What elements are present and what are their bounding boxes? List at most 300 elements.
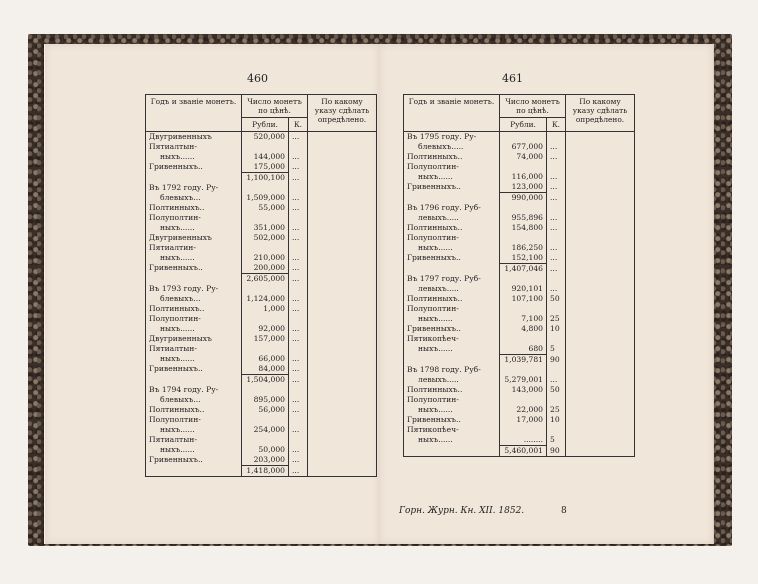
table-row [404,274,635,284]
cell-decree [308,425,377,435]
cell-decree [566,415,635,425]
cell-decree [566,435,635,446]
cell-kopecks: ... [289,324,308,334]
cell-decree [566,314,635,324]
cell-decree [308,294,377,304]
cell-decree [566,223,635,233]
cell-kopecks: 5 [547,435,566,446]
table-row [146,455,377,466]
cell-decree [566,385,635,395]
cell-name: Гривенныхъ.. [146,162,242,173]
cell-name: Въ 1794 году. Ру- [146,385,242,395]
cell-name: Полуполтин- [146,415,242,425]
cell-rubles: 157,000 [242,334,289,344]
cell-decree [566,355,635,366]
cell-decree [308,314,377,324]
cell-decree [308,375,377,386]
cell-name: Въ 1798 году. Руб- [404,365,500,375]
cell-rubles [242,213,289,223]
cell-name: Полуполтин- [404,162,500,172]
table-row [146,294,377,304]
cell-decree [308,324,377,334]
cell-name: Полуполтин- [146,213,242,223]
cell-rubles: 254,000 [242,425,289,435]
table-row [146,324,377,334]
cell-decree [566,172,635,182]
cell-decree [308,213,377,223]
cell-kopecks: ... [547,142,566,152]
table-row [404,193,635,204]
cell-name: Гривенныхъ.. [404,253,500,264]
table-row [404,264,635,275]
cell-rubles: 520,000 [242,132,289,143]
cell-name [146,173,242,184]
table-row [146,405,377,415]
cell-name: ныхъ...... [404,405,500,415]
cell-kopecks [547,395,566,405]
table-row [404,172,635,182]
cell-name: ныхъ...... [146,152,242,162]
cell-kopecks: 50 [547,385,566,395]
cell-name: Полуполтин- [404,233,500,243]
cell-decree [308,334,377,344]
table-row [146,193,377,203]
table-row [404,375,635,385]
cell-kopecks [289,344,308,354]
table-row [146,152,377,162]
cell-name: блевыхъ... [146,395,242,405]
table-row [146,304,377,314]
table-row [404,182,635,193]
cell-rubles: 680 [500,344,547,355]
table-row [404,365,635,375]
table-row [404,314,635,324]
cell-kopecks: ... [547,152,566,162]
cell-name [146,466,242,477]
cell-kopecks [547,304,566,314]
table-row [404,213,635,223]
cell-kopecks: ... [547,284,566,294]
table-row [146,445,377,455]
signature-mark: 8 [561,506,567,516]
cell-rubles: 56,000 [242,405,289,415]
cell-decree [308,344,377,354]
cell-rubles: 1,124,000 [242,294,289,304]
table-row [146,173,377,184]
table-row [404,334,635,344]
table-row [404,203,635,213]
table-row [404,132,635,143]
cell-kopecks: ... [289,334,308,344]
cell-name: Въ 1793 году. Ру- [146,284,242,294]
cell-name [404,193,500,204]
cell-name: ныхъ...... [404,314,500,324]
cell-kopecks: ... [289,395,308,405]
cell-decree [308,233,377,243]
table-row [146,395,377,405]
cell-rubles [500,395,547,405]
cell-kopecks: 90 [547,446,566,457]
cell-kopecks: 25 [547,314,566,324]
cell-name [146,274,242,285]
header-count: Число монетъ по цѣнѣ. [500,95,566,118]
cell-decree [566,274,635,284]
cell-name: Полтинныхъ.. [404,385,500,395]
cell-rubles: 123,000 [500,182,547,193]
header-rub: Рубли. [500,118,547,132]
cell-name: ныхъ...... [146,445,242,455]
cell-name: Полтинныхъ.. [404,294,500,304]
coin-table-right [403,94,635,457]
cell-name: ныхъ...... [404,435,500,446]
cell-decree [566,334,635,344]
cell-name: Полтинныхъ.. [146,405,242,415]
cell-kopecks: ... [289,263,308,274]
cell-name: блевыхъ... [146,193,242,203]
cell-name: ныхъ...... [404,172,500,182]
cell-name: Пятикопѣеч- [404,425,500,435]
cell-kopecks: 10 [547,415,566,425]
cell-decree [308,253,377,263]
cell-rubles: 116,000 [500,172,547,182]
cell-rubles: 186,250 [500,243,547,253]
cell-rubles: 1,418,000 [242,466,289,477]
cell-rubles: 74,000 [500,152,547,162]
cell-kopecks [289,142,308,152]
cell-kopecks: ... [289,364,308,375]
cell-rubles: 143,000 [500,385,547,395]
cell-decree [308,183,377,193]
coin-table-left [145,94,377,477]
cell-name: Въ 1796 году. Руб- [404,203,500,213]
cell-rubles: 920,101 [500,284,547,294]
table-row [146,213,377,223]
page-number: 460 [247,72,268,85]
cell-name: ныхъ...... [146,324,242,334]
cell-rubles [242,415,289,425]
cell-rubles [242,243,289,253]
cell-rubles: ........ [500,435,547,446]
cell-decree [566,193,635,204]
header-decree: По какому указу сдѣлать опредѣлено. [308,95,377,132]
cell-rubles: 1,509,000 [242,193,289,203]
cell-name: блевыхъ..... [404,142,500,152]
cell-decree [308,455,377,466]
table-row [146,274,377,285]
cell-name: Пятиалтын- [146,142,242,152]
table-row [404,324,635,334]
cell-name: Пятиалтын- [146,435,242,445]
cell-decree [308,405,377,415]
table-row [146,183,377,193]
table-row [146,354,377,364]
header-name: Годъ и званіе монетъ. [404,95,500,132]
table-row [404,446,635,457]
cell-kopecks: ... [289,233,308,243]
header-name: Годъ и званіе монетъ. [146,95,242,132]
cell-rubles [500,425,547,435]
cell-rubles: 1,407,046 [500,264,547,275]
table-row [146,203,377,213]
cell-decree [566,233,635,243]
cell-decree [308,193,377,203]
cell-kopecks: ... [289,304,308,314]
cell-kopecks: ... [289,466,308,477]
cell-kopecks: ... [289,445,308,455]
cell-decree [308,243,377,253]
cell-decree [566,152,635,162]
table-row [404,223,635,233]
cell-rubles: 175,000 [242,162,289,173]
cell-rubles: 7,100 [500,314,547,324]
cell-kopecks: ... [547,172,566,182]
cell-kopecks: ... [289,455,308,466]
cell-kopecks: ... [547,213,566,223]
cell-name [404,355,500,366]
header-decree: По какому указу сдѣлать опредѣлено. [566,95,635,132]
cell-name: левыхъ..... [404,284,500,294]
table-row [404,435,635,446]
cell-decree [566,446,635,457]
table-row [404,385,635,395]
cell-rubles: 5,279,001 [500,375,547,385]
cell-name: Пятикопѣеч- [404,334,500,344]
cell-kopecks: ... [289,193,308,203]
cell-decree [308,354,377,364]
cell-rubles: 66,000 [242,354,289,364]
cell-decree [566,425,635,435]
table-row [404,395,635,405]
cell-name [146,375,242,386]
cell-name: Полуполтин- [404,304,500,314]
cell-decree [308,364,377,375]
cell-kopecks [547,162,566,172]
table-row [146,142,377,152]
cell-rubles: 4,800 [500,324,547,334]
cell-name: Пятиалтин- [146,243,242,253]
cell-kopecks [547,132,566,143]
table-row [146,344,377,354]
table-row [404,405,635,415]
cell-rubles [500,334,547,344]
cell-name: Въ 1797 году. Руб- [404,274,500,284]
cell-kopecks: ... [289,223,308,233]
cell-name: блевыхъ... [146,294,242,304]
cell-rubles [242,183,289,193]
cell-kopecks: ... [289,425,308,435]
cell-name: левыхъ..... [404,375,500,385]
cell-rubles: 107,100 [500,294,547,304]
cell-decree [566,142,635,152]
table-row [146,243,377,253]
table-row [404,304,635,314]
cell-kopecks [289,183,308,193]
cell-decree [566,294,635,304]
cell-kopecks [289,243,308,253]
cell-rubles [500,233,547,243]
cell-name: Гривенныхъ.. [146,364,242,375]
cell-decree [566,203,635,213]
cell-name: левыхъ..... [404,213,500,223]
cell-rubles: 50,000 [242,445,289,455]
cell-name: Двугривенныхъ [146,334,242,344]
cell-decree [308,284,377,294]
cell-name: Въ 1795 году. Ру- [404,132,500,143]
cell-decree [566,405,635,415]
table-row [146,375,377,386]
cell-kopecks: 10 [547,324,566,334]
cell-rubles: 144,000 [242,152,289,162]
cell-kopecks [289,385,308,395]
cell-decree [308,274,377,285]
cell-name: Гривенныхъ.. [404,324,500,334]
cell-kopecks: ... [289,203,308,213]
cell-name: Гривенныхъ.. [146,263,242,274]
cell-name: ныхъ...... [404,344,500,355]
cell-rubles: 154,800 [500,223,547,233]
cell-decree [566,253,635,264]
cell-kopecks [289,213,308,223]
cell-name: Полтинныхъ.. [146,304,242,314]
table-body [404,132,635,457]
cell-kopecks: ... [289,294,308,304]
table-row [404,415,635,425]
cell-rubles: 955,896 [500,213,547,223]
right-page [379,44,713,544]
cell-kopecks [289,314,308,324]
cell-name [404,446,500,457]
cell-name: Гривенныхъ.. [404,415,500,425]
cell-decree [566,304,635,314]
cell-kopecks [547,365,566,375]
cell-rubles: 92,000 [242,324,289,334]
cell-decree [566,395,635,405]
table-body [146,132,377,477]
cell-rubles [500,274,547,284]
cell-kopecks: ... [289,354,308,364]
journal-footer: Горн. Журн. Кн. XII. 1852. [399,506,525,516]
cell-kopecks: ... [547,253,566,264]
cell-name: ныхъ...... [146,253,242,263]
cell-decree [566,213,635,223]
cell-decree [566,375,635,385]
cell-decree [308,304,377,314]
cell-decree [308,385,377,395]
cell-rubles: 203,000 [242,455,289,466]
cell-kopecks: 25 [547,405,566,415]
header-rub: Рубли. [242,118,289,132]
cell-decree [308,142,377,152]
cell-rubles [500,132,547,143]
cell-kopecks: 5 [547,344,566,355]
cell-rubles: 1,039,781 [500,355,547,366]
table-row [146,364,377,375]
cell-rubles [242,435,289,445]
table-row [404,284,635,294]
cell-name: Полтинныхъ.. [404,152,500,162]
table-row [404,253,635,264]
cell-decree [308,415,377,425]
table-row [146,425,377,435]
cell-name: Полуполтин- [146,314,242,324]
cell-decree [308,223,377,233]
table-row [404,355,635,366]
cell-decree [308,162,377,173]
cell-kopecks: ... [547,223,566,233]
cell-decree [566,284,635,294]
cell-kopecks: 90 [547,355,566,366]
table-row [404,243,635,253]
cell-name: ныхъ...... [146,425,242,435]
cell-rubles: 5,460,001 [500,446,547,457]
cell-rubles: 990,000 [500,193,547,204]
cell-rubles: 152,100 [500,253,547,264]
cell-rubles: 502,000 [242,233,289,243]
cell-rubles: 1,000 [242,304,289,314]
cell-name: Двугривенныхъ [146,132,242,143]
cell-kopecks: ... [289,173,308,184]
page-number: 461 [502,72,523,85]
table-row [146,415,377,425]
cell-decree [308,152,377,162]
table-row [146,284,377,294]
table-row [146,466,377,477]
cell-rubles: 84,000 [242,364,289,375]
cell-kopecks: ... [289,253,308,263]
cell-name: Полтинныхъ.. [146,203,242,213]
header-kop: К. [289,118,308,132]
cell-name: Двугривенныхъ [146,233,242,243]
cell-rubles [242,142,289,152]
left-page [45,44,380,544]
cell-rubles [500,304,547,314]
table-row [404,152,635,162]
cell-decree [566,324,635,334]
cell-name: ныхъ...... [404,243,500,253]
cell-kopecks: ... [289,375,308,386]
table-row [146,435,377,445]
cell-decree [308,395,377,405]
cell-kopecks [547,203,566,213]
table-row [146,253,377,263]
cell-decree [566,132,635,143]
cell-decree [566,264,635,275]
cell-rubles [242,344,289,354]
cell-name: Въ 1792 году. Ру- [146,183,242,193]
table-row [146,314,377,324]
cell-rubles [242,284,289,294]
cell-rubles: 55,000 [242,203,289,213]
cell-rubles [500,162,547,172]
cell-name [404,264,500,275]
table-row [146,223,377,233]
cell-rubles: 351,000 [242,223,289,233]
cell-rubles: 22,000 [500,405,547,415]
cell-rubles: 200,000 [242,263,289,274]
cell-kopecks: ... [289,274,308,285]
header-count: Число монетъ по цѣнѣ. [242,95,308,118]
cell-kopecks [289,435,308,445]
cell-decree [566,162,635,172]
cell-name: ныхъ...... [146,223,242,233]
cell-kopecks: ... [547,264,566,275]
cell-kopecks: ... [289,405,308,415]
cell-name: ныхъ...... [146,354,242,364]
cell-kopecks [547,274,566,284]
cell-name: Пятиалтын- [146,344,242,354]
table-row [146,132,377,143]
cell-kopecks: ... [289,132,308,143]
